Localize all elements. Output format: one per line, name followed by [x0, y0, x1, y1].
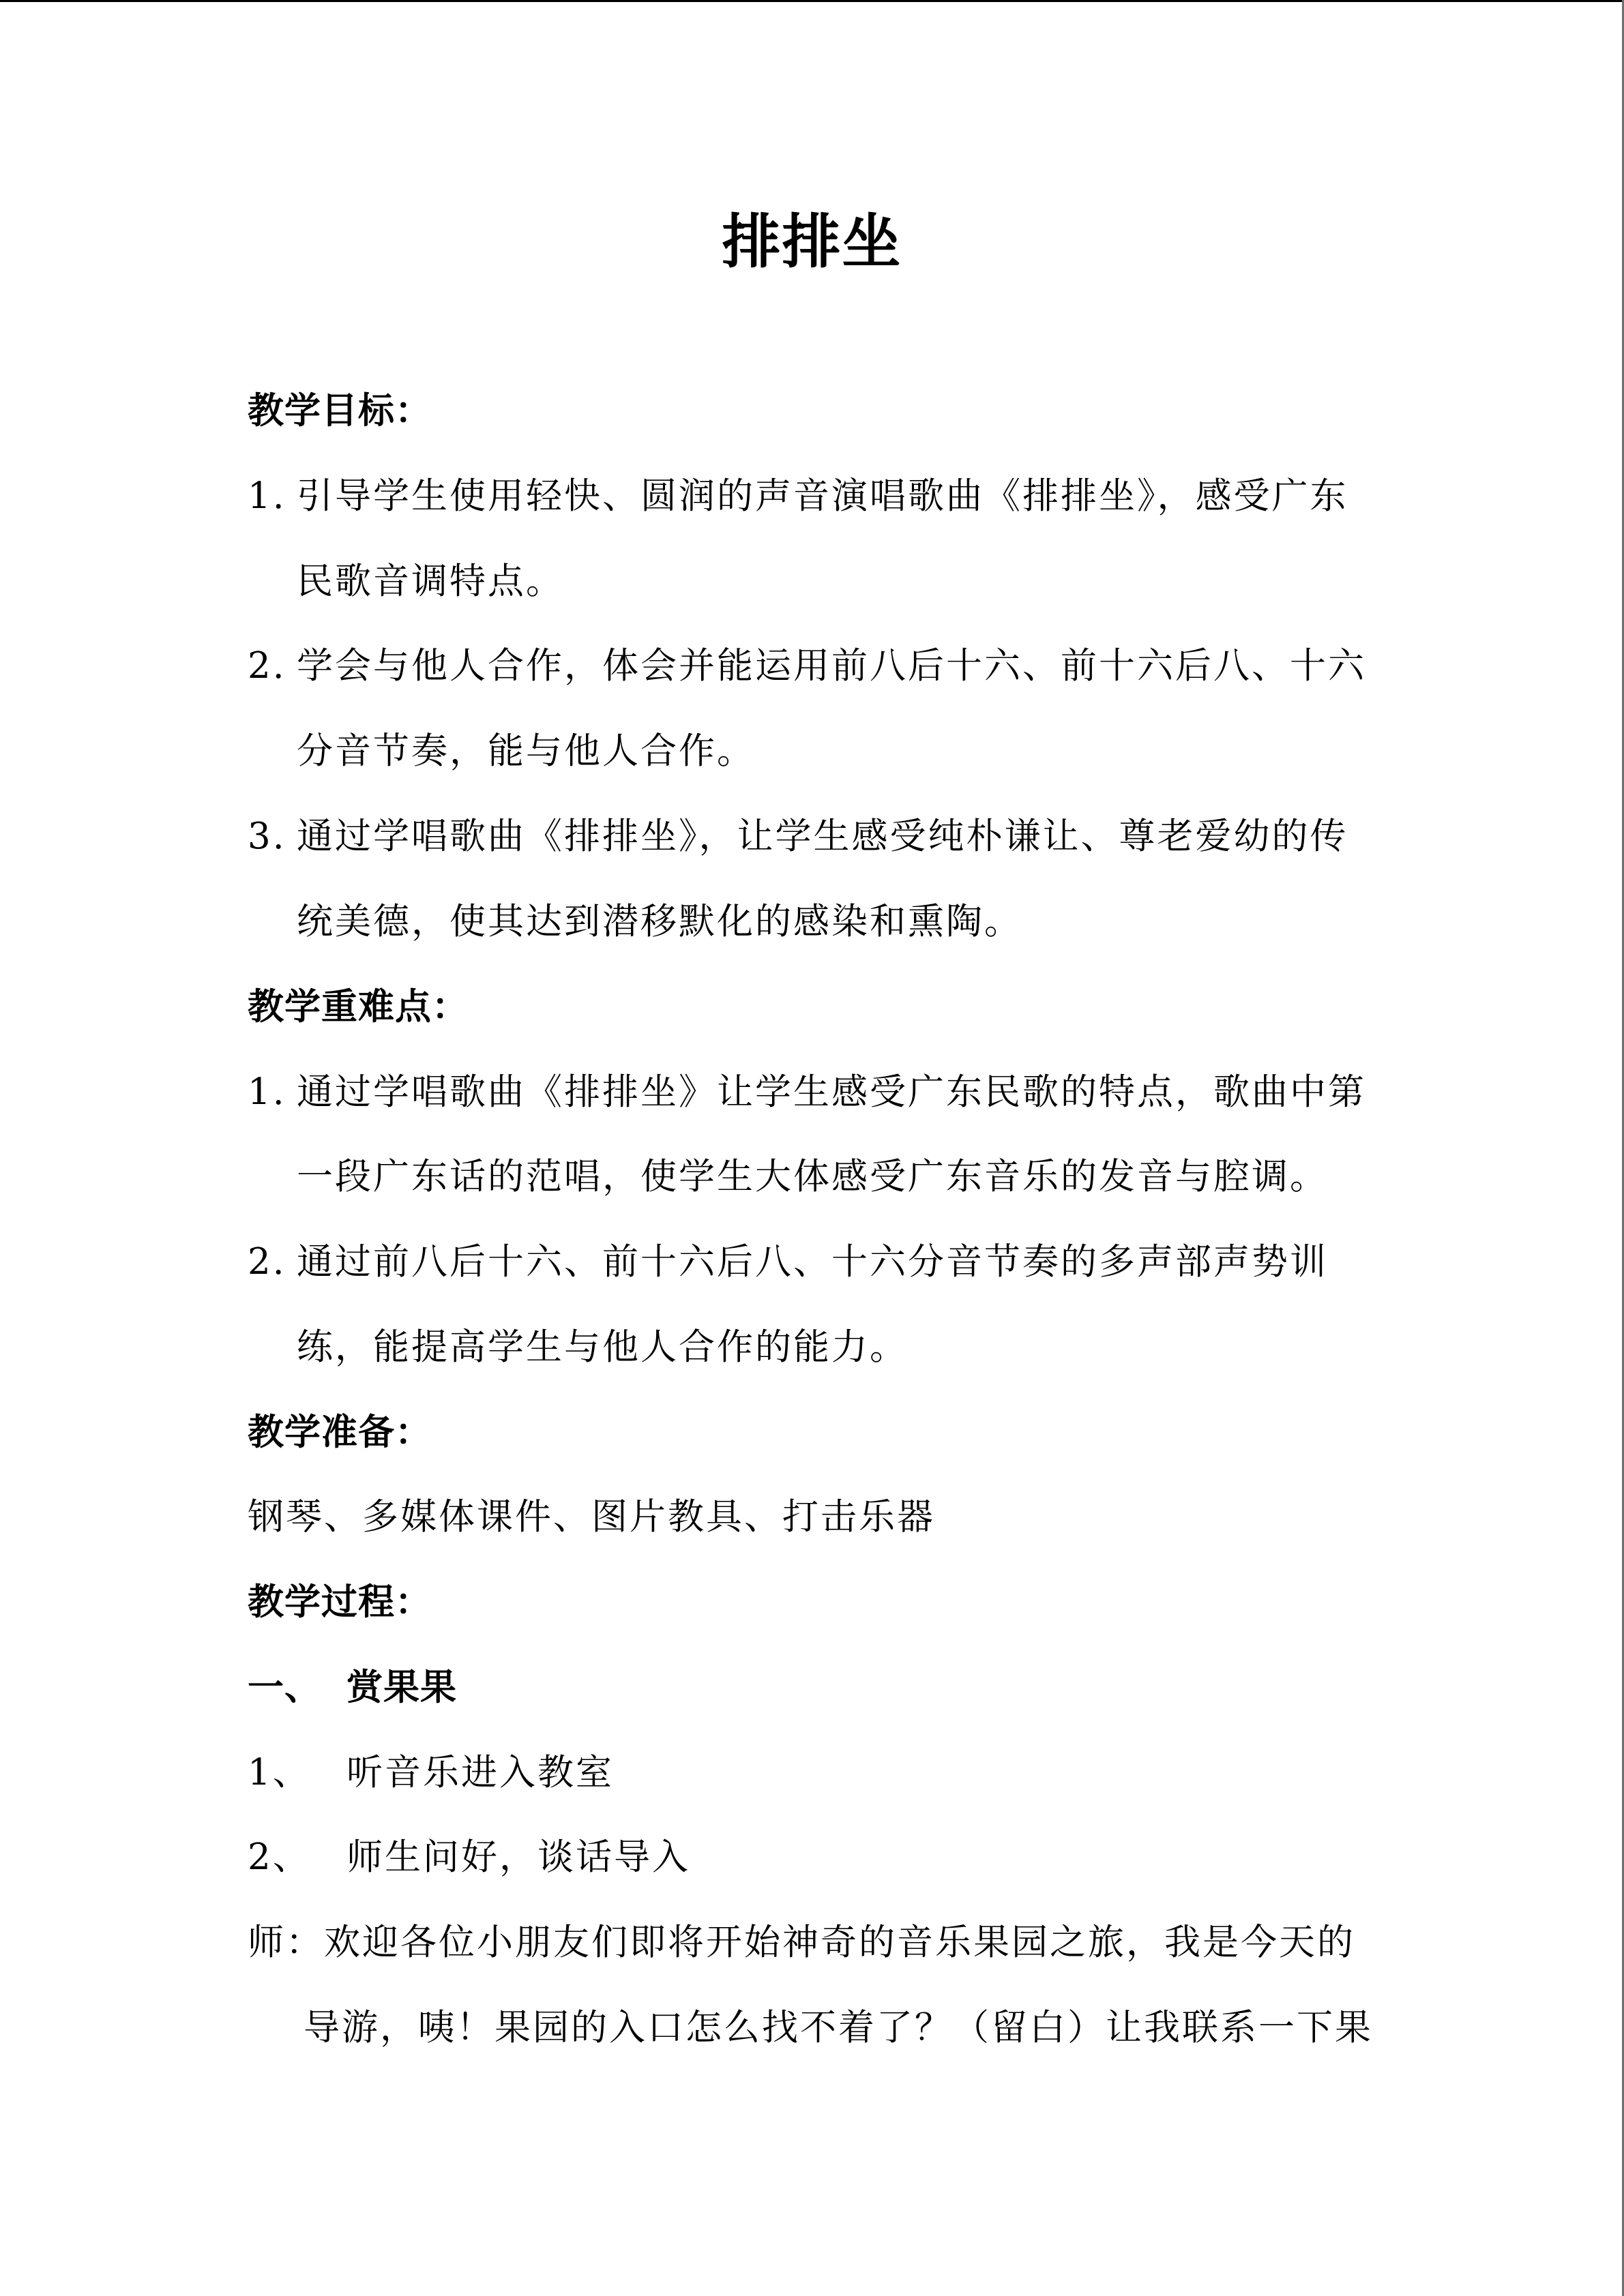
objective-3-continuation: 统美德，使其达到潜移默化的感染和熏陶。 [297, 901, 1022, 942]
key-point-item-2 [248, 1238, 1328, 1287]
step-1-text: 听音乐进入教室 [346, 1752, 614, 1793]
objective-3-text: 通过学唱歌曲《排排坐》，让学生感受纯朴谦让、尊老爱幼的传 [297, 816, 1348, 857]
process-heading: 教学过程： [248, 1581, 432, 1623]
objective-2-text: 学会与他人合作，体会并能运用前八后十六、前十六后八、十六 [297, 645, 1366, 687]
page-title: 排排坐 [722, 208, 902, 276]
dialogue-line-2: 导游，咦！果园的入口怎么找不着了？（留白）让我联系一下果 [304, 2007, 1373, 2048]
objective-1-continuation: 民歌音调特点。 [297, 561, 564, 602]
objective-item-3 [248, 812, 1348, 861]
key-point-item-1 [248, 1068, 1366, 1117]
key-points-heading: 教学重难点： [248, 986, 469, 1028]
objective-item-2 [248, 642, 1366, 691]
process-part-1 [248, 1663, 457, 1712]
top-border [0, 0, 1624, 2]
key-point-1-number: 1. [248, 1071, 286, 1113]
preparation-text: 钢琴、多媒体课件、图片教具、打击乐器 [248, 1496, 935, 1538]
process-step-2 [248, 1833, 690, 1882]
objective-item-1 [248, 472, 1348, 521]
key-point-2-number: 2. [248, 1241, 286, 1283]
preparation-heading: 教学准备： [248, 1412, 432, 1453]
step-2-text: 师生问好，谈话导入 [346, 1836, 690, 1878]
objective-1-number: 1. [248, 475, 286, 517]
key-point-2-continuation: 练，能提高学生与他人合作的能力。 [297, 1326, 908, 1368]
objectives-heading: 教学目标： [248, 390, 432, 432]
objective-2-continuation: 分音节奏，能与他人合作。 [297, 730, 755, 772]
part-1-number: 一、 [248, 1667, 321, 1708]
key-point-1-text: 通过学唱歌曲《排排坐》让学生感受广东民歌的特点，歌曲中第 [297, 1071, 1366, 1113]
objective-1-text: 引导学生使用轻快、圆润的声音演唱歌曲《排排坐》，感受广东 [297, 475, 1348, 517]
step-1-number: 1、 [248, 1752, 311, 1793]
step-2-number: 2、 [248, 1836, 311, 1878]
objective-3-number: 3. [248, 816, 286, 857]
dialogue-line-1: 师：欢迎各位小朋友们即将开始神奇的音乐果园之旅，我是今天的 [248, 1922, 1355, 1963]
part-1-label: 赏果果 [346, 1667, 457, 1708]
key-point-2-text: 通过前八后十六、前十六后八、十六分音节奏的多声部声势训 [297, 1241, 1328, 1283]
process-step-1 [248, 1748, 614, 1798]
key-point-1-continuation: 一段广东话的范唱，使学生大体感受广东音乐的发音与腔调。 [297, 1156, 1328, 1197]
objective-2-number: 2. [248, 645, 286, 687]
